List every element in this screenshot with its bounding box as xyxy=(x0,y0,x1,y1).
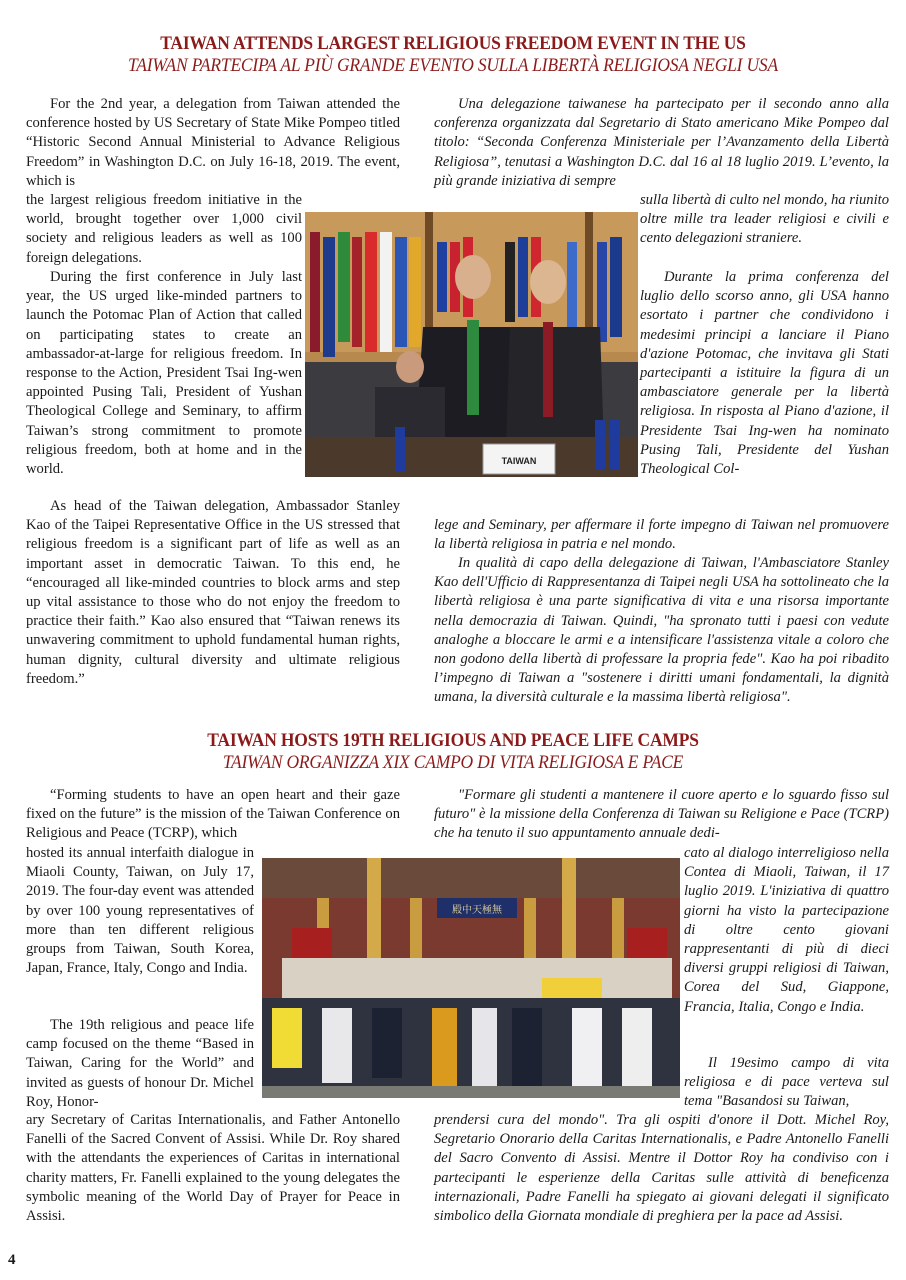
group-photo-illustration xyxy=(262,858,680,1098)
article2-en-p1-top: “Forming students to have an open heart and their gaze fixed on the future” is the mission of the Taiwan Conference on Religious and Peace (TCRP), which xyxy=(26,787,400,842)
article1-title-it: TAIWAN PARTECIPA AL PIÙ GRANDE EVENTO SULLA LIBERTÀ RELIGIOSA NEGLI USA xyxy=(127,55,778,76)
article1-it-p2-narrow: Durante la prima conferenza del luglio dello scorso anno, gli USA hanno esortato i partner che condividono i medesimi principi a lanciare il Piano d'azione Potomac, che invitava gli Stati partecipanti a istituire la figura di un ambasciatore generale per la libertà religiosa. In risposta al Piano d'azione, il Presidente Tsai Ing-wen ha nominato Pusing Tali, Presidente del Yushan Theological Col- xyxy=(640,269,889,478)
article1-en-p1-narrow: the largest religious freedom initiative in the world, brought together over 1,000 civil society and religious leaders as well as 100 foreign delegations. xyxy=(26,192,302,266)
article1-title-en: TAIWAN ATTENDS LARGEST RELIGIOUS FREEDOM EVENT IN THE US xyxy=(160,33,746,54)
article1-it-p1-top: Una delegazione taiwanese ha partecipato per il secondo anno alla conferenza organizzata dal Segretario di Stato americano Mike Pompeo dal titolo: “Seconda Conferenza Ministeriale per l’Avanzamento della Libertà Religiosa”, tenutasi a Washington D.C. dal 16 al 18 luglio 2019. L’evento, la più grande iniziativa di sempre xyxy=(434,96,889,189)
article1-it-p2-wide: lege and Seminary, per affermare il forte impegno di Taiwan nel promuovere la libertà religiosa in patria e nel mondo. xyxy=(434,517,889,553)
article2-it-p2-narrow: Il 19esimo campo di vita religiosa e di pace verteva sul tema "Basandosi su Taiwan, xyxy=(684,1055,889,1110)
article2-it-p2-wide: prendersi cura del mondo". Tra gli ospiti d'onore il Dott. Michel Roy, Segretario Onorario della Caritas Internationalis, e Padre Antonello Fanelli del Sacro Convento di Assisi. Mentre il Dottor Roy ha condiviso con i partecipanti le esperienze della Caritas sulle attività di beneficenza internazionali, Padre Fanelli ha spiegato ai giovani delegati il significato simbolico della Giornata mondiale di preghiera per la pace ad Assisi. xyxy=(434,1112,889,1225)
article2-it-p1-narrow: cato al dialogo interreligioso nella Contea di Miaoli, Taiwan, il 17 luglio 2019. L'iniziativa di quattro giorni ha visto la partecipazione di oltre cento giovani rappresentanti di più di dieci diversi gruppi religiosi di Taiwan, Corea del Sud, Giappone, Francia, Italia, Congo e India. xyxy=(684,845,889,1015)
article1-it-p3: In qualità di capo della delegazione di Taiwan, l'Ambasciatore Stanley Kao dell'Ufficio di Rappresentanza di Taipei negli USA ha sottolineato che la libertà religiosa è una parte significativa di vita e una risorsa importante nella democrazia di Taiwan. Quindi, "ha spronato tutti i paesi con vedute analoghe a bloccare le armi e a intensificare l'assistenza vitale a coloro che non godono della libertà di professare la propria fede". Kao ha poi ribadito l’impegno di Taiwan a "sostenere i diritti umani fondamentali, la dignità umana, la diversità culturale e la massima libertà religiosa". xyxy=(434,555,889,706)
page-number: 4 xyxy=(8,1252,16,1268)
article1-en-p3: As head of the Taiwan delegation, Ambassador Stanley Kao of the Taipei Representative Office in the US stressed that religious freedom is a significant part of life as well as an important asset in democratic Taiwan. To this end, he “encouraged all like-minded countries to block arms and step up vital assistance to those who do not enjoy the freedom to practice their faith.” Kao also ensured that “Taiwan renews its unwavering commitment to uphold fundamental human rights, human dignity, cultural diversity and ultimate religious freedom.” xyxy=(26,498,400,687)
article1-en-p1-top: For the 2nd year, a delegation from Taiwan attended the conference hosted by US Secretary of State Mike Pompeo titled “Historic Second Annual Ministerial to Advance Religious Freedom” in Washington D.C. on July 16-18, 2019. The event, which is xyxy=(26,96,400,189)
article2-photo xyxy=(262,858,680,1098)
taiwan-placard: TAIWAN xyxy=(501,456,537,466)
article2-en-p1-narrow: hosted its annual interfaith dialogue in Miaoli County, Taiwan, on July 17, 2019. The four-day event was attended by over 100 young representatives of more than ten different religious groups from Taiwan, South Korea, Japan, France, Italy, Congo and India. xyxy=(26,845,254,977)
crowd xyxy=(262,958,680,1093)
article2-title-it: TAIWAN ORGANIZZA XIX CAMPO DI VITA RELIGIOSA E PACE xyxy=(222,752,684,773)
article2-en-p2-narrow: The 19th religious and peace life camp focused on the theme “Based in Taiwan, Caring for the World” and invited as guests of honour Dr. Michel Roy, Honor- xyxy=(26,1017,254,1110)
article2-en-p2-wide: ary Secretary of Caritas Internationalis, and Father Antonello Fanelli of the Sacred Convent of Assisi. While Dr. Roy shared with the attendants the experiences of Caritas in international charity matters, Fr. Fanelli explained to the young delegates the symbolic meaning of the World Day of Prayer for Peace in Assisi. xyxy=(26,1112,400,1225)
article1-photo xyxy=(305,212,638,477)
article2-title-en: TAIWAN HOSTS 19TH RELIGIOUS AND PEACE LIFE CAMPS xyxy=(207,730,699,751)
article1-en-p2: During the first conference in July last year, the US urged like-minded partners to launch the Potomac Plan of Action that called on participating states to create an ambassador-at-large for religious freedom. In response to the Action, President Tsai Ing-wen appointed Pusing Tali, President of Yushan Theological College and Seminary, to affirm Taiwan’s strong commitment to promote religious freedom, both at home and in the world. xyxy=(26,269,302,478)
conference-photo-illustration xyxy=(305,212,638,477)
temple-sign: 殿中天極無 xyxy=(452,905,502,916)
article1-it-p1-narrow: sulla libertà di culto nel mondo, ha riunito oltre mille tra leader religiosi e civili e cento delegazioni straniere. xyxy=(640,192,889,247)
article2-it-p1-top: "Formare gli studenti a mantenere il cuore aperto e lo sguardo fisso sul futuro" è la missione della Conferenza di Taiwan su Religione e Pace (TCRP) che ha tenuto il suo appuntamento annuale dedi- xyxy=(434,787,889,842)
